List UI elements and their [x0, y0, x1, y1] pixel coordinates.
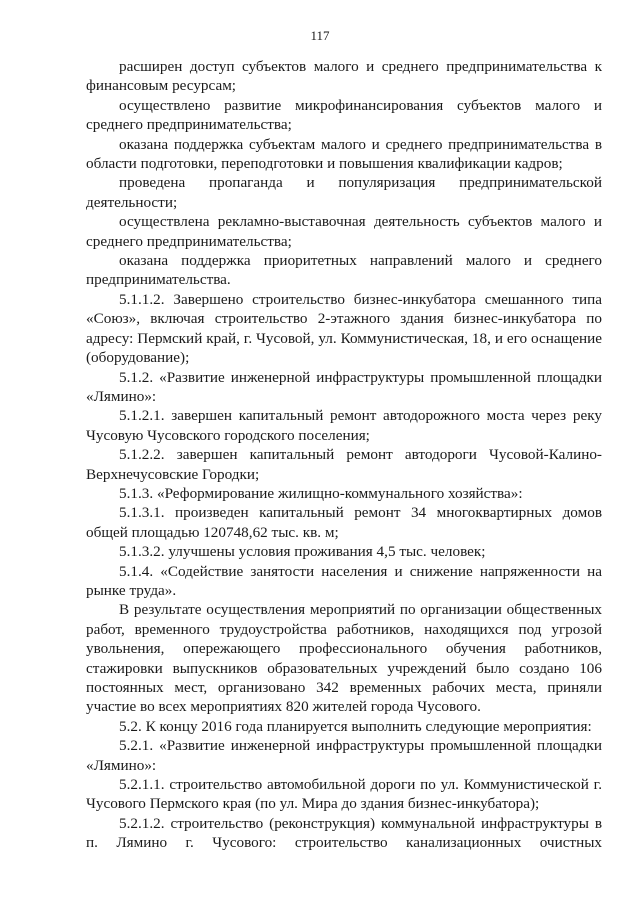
- paragraph: 5.2.1.2. строительство (реконструкция) коммунальной инфраструктуры в п. Лямино г. Чусового: строительство канализационных очистных: [86, 814, 602, 852]
- paragraph: проведена пропаганда и популяризация предпринимательской деятельности;: [86, 174, 602, 211]
- paragraph: осуществлена рекламно-выставочная деятельность субъектов малого и среднего предпринимательства;: [86, 213, 602, 250]
- page-number: 117: [310, 28, 330, 43]
- paragraph: 5.1.3.2. улучшены условия проживания 4,5 тыс. человек;: [119, 543, 486, 561]
- paragraph: 5.1.2.1. завершен капитальный ремонт автодорожного моста через реку Чусовую Чусовского городского поселения;: [86, 407, 602, 444]
- paragraph: оказана поддержка приоритетных направлений малого и среднего предпринимательства.: [86, 252, 602, 289]
- paragraph: 5.1.3. «Реформирование жилищно-коммунального хозяйства»:: [119, 484, 523, 502]
- document-body: [86, 57, 602, 853]
- paragraph: расширен доступ субъектов малого и среднего предпринимательства к финансовым ресурсам;: [86, 58, 602, 95]
- paragraph: В результате осуществления мероприятий по организации общественных работ, временного трудоустройства работников, находящихся под угрозой увольнения, опережающего профессионального обучения работников, стажировки выпускников образовательных учреждений было создано 106 постоянных мест, организовано 342 временных рабочих места, приняли участие во всех мероприятиях 820 жителей города Чусового.: [86, 601, 602, 716]
- paragraph: оказана поддержка субъектам малого и среднего предпринимательства в области подготовки, переподготовки и повышения квалификации кадров;: [86, 135, 602, 173]
- paragraph: 5.2.1.1. строительство автомобильной дороги по ул. Коммунистической г. Чусового Пермского края (по ул. Мира до здания бизнес-инкубатора);: [86, 776, 602, 813]
- paragraph: 5.1.2.2. завершен капитальный ремонт автодороги Чусовой-Калино-Верхнечусовские Городки;: [86, 446, 602, 483]
- paragraph: 5.2.1. «Развитие инженерной инфраструктуры промышленной площадки «Лямино»:: [86, 737, 602, 774]
- paragraph: 5.1.1.2. Завершено строительство бизнес-инкубатора смешанного типа «Союз», включая строительство 2-этажного здания бизнес-инкубатора по адресу: Пермский край, г. Чусовой, ул. Коммунистическая, 18, и его оснащение (оборудование);: [86, 290, 602, 367]
- paragraph: 5.2. К концу 2016 года планируется выполнить следующие мероприятия:: [119, 717, 592, 735]
- paragraph: 5.1.4. «Содействие занятости населения и снижение напряженности на рынке труда».: [86, 562, 602, 599]
- paragraph: 5.1.3.1. произведен капитальный ремонт 34 многоквартирных домов общей площадью 120748,62 тыс. кв. м;: [86, 504, 602, 541]
- paragraph: осуществлено развитие микрофинансирования субъектов малого и среднего предпринимательства;: [86, 96, 602, 134]
- paragraph: 5.1.2. «Развитие инженерной инфраструктуры промышленной площадки «Лямино»:: [86, 368, 602, 405]
